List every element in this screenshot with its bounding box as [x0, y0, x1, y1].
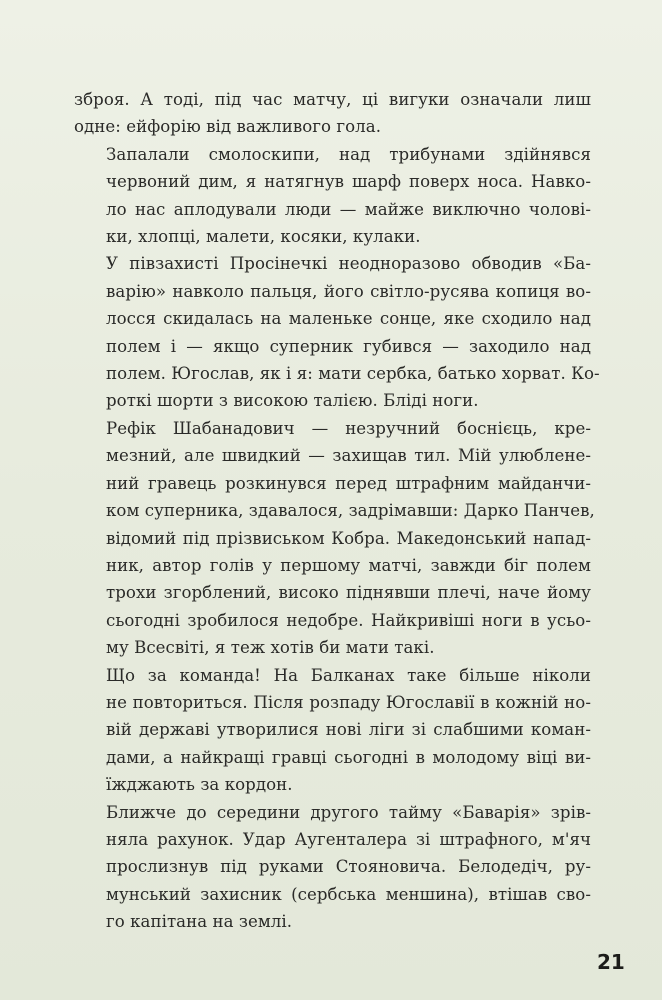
text-line: одне: ейфорію від важливого гола. [74, 117, 382, 137]
paragraph-2 [74, 141, 591, 251]
paragraph-4 [74, 415, 595, 662]
text-line: сьогодні зробилося недобре. Найкривіші ноги в усьо- [106, 610, 591, 630]
text-line: мунський захисник (сербська меншина), втішав сво- [106, 884, 591, 904]
text-line: Ближче до середини другого тайму «Баварія» зрів- [106, 802, 591, 822]
text-line: Запалали смолоскипи, над трибунами здійнявся [106, 144, 591, 164]
text-line: мезний, але швидкий — захищав тил. Мій улюблене- [106, 446, 591, 466]
text-line: лосся скидалась на маленьке сонце, яке сходило над [106, 309, 591, 329]
text-line: няла рахунок. Удар Аугенталера зі штрафного, м'яч [106, 829, 591, 849]
text-line: дами, а найкращі гравці сьогодні в молодому віці ви- [106, 747, 591, 767]
text-line: У півзахисті Просінечкі неодноразово обводив «Ба- [106, 254, 591, 274]
text-line: трохи згорблений, високо піднявши плечі, наче йому [106, 583, 591, 603]
paragraph-6 [74, 799, 591, 936]
paragraph-5 [74, 662, 591, 799]
text-line: не повториться. Після розпаду Югославії в кожній но- [106, 692, 591, 712]
text-line: варію» навколо пальця, його світло-русява копиця во- [106, 281, 591, 301]
text-line: прослизнув під руками Стояновича. Белодедіч, ру- [106, 857, 591, 877]
text-line: їжджають за кордон. [106, 775, 293, 795]
paragraph-3 [74, 250, 600, 414]
text-line: ний гравець розкинувся перед штрафним майданчи- [106, 473, 591, 493]
text-line: Рефік Шабанадович — незручний боснієць, кре- [106, 418, 591, 438]
text-line: зброя. А тоді, під час матчу, ці вигуки означали лиш [74, 90, 591, 109]
text-line: ком суперника, здавалося, задрімавши: Дарко Панчев, [106, 501, 595, 521]
text-line: ки, хлопці, малети, косяки, кулаки. [106, 227, 421, 247]
text-line: червоний дим, я натягнув шарф поверх носа. Навко- [106, 172, 591, 192]
page-number: 21 [597, 950, 625, 974]
text-line: му Всесвіті, я теж хотів би мати такі. [106, 638, 435, 658]
paragraph-1 [74, 86, 591, 141]
text-line: полем і — якщо суперник губився — заходило над [106, 336, 591, 356]
text-line: відомий під прізвиськом Кобра. Македонський напад- [106, 528, 591, 548]
text-line: роткі шорти з високою талією. Бліді ноги. [106, 391, 479, 411]
text-line: го капітана на землі. [106, 912, 293, 932]
text-line: полем. Югослав, як і я: мати сербка, батько хорват. Ко- [106, 364, 600, 384]
body-text [74, 86, 600, 936]
text-line: Що за команда! На Балканах таке більше ніколи [106, 665, 591, 685]
text-line: ник, автор голів у першому матчі, завжди біг полем [106, 555, 591, 575]
text-line: ло нас аплодували люди — майже виключно чолові- [106, 199, 591, 219]
text-line: вій державі утворилися нові ліги зі слабшими коман- [106, 720, 591, 740]
